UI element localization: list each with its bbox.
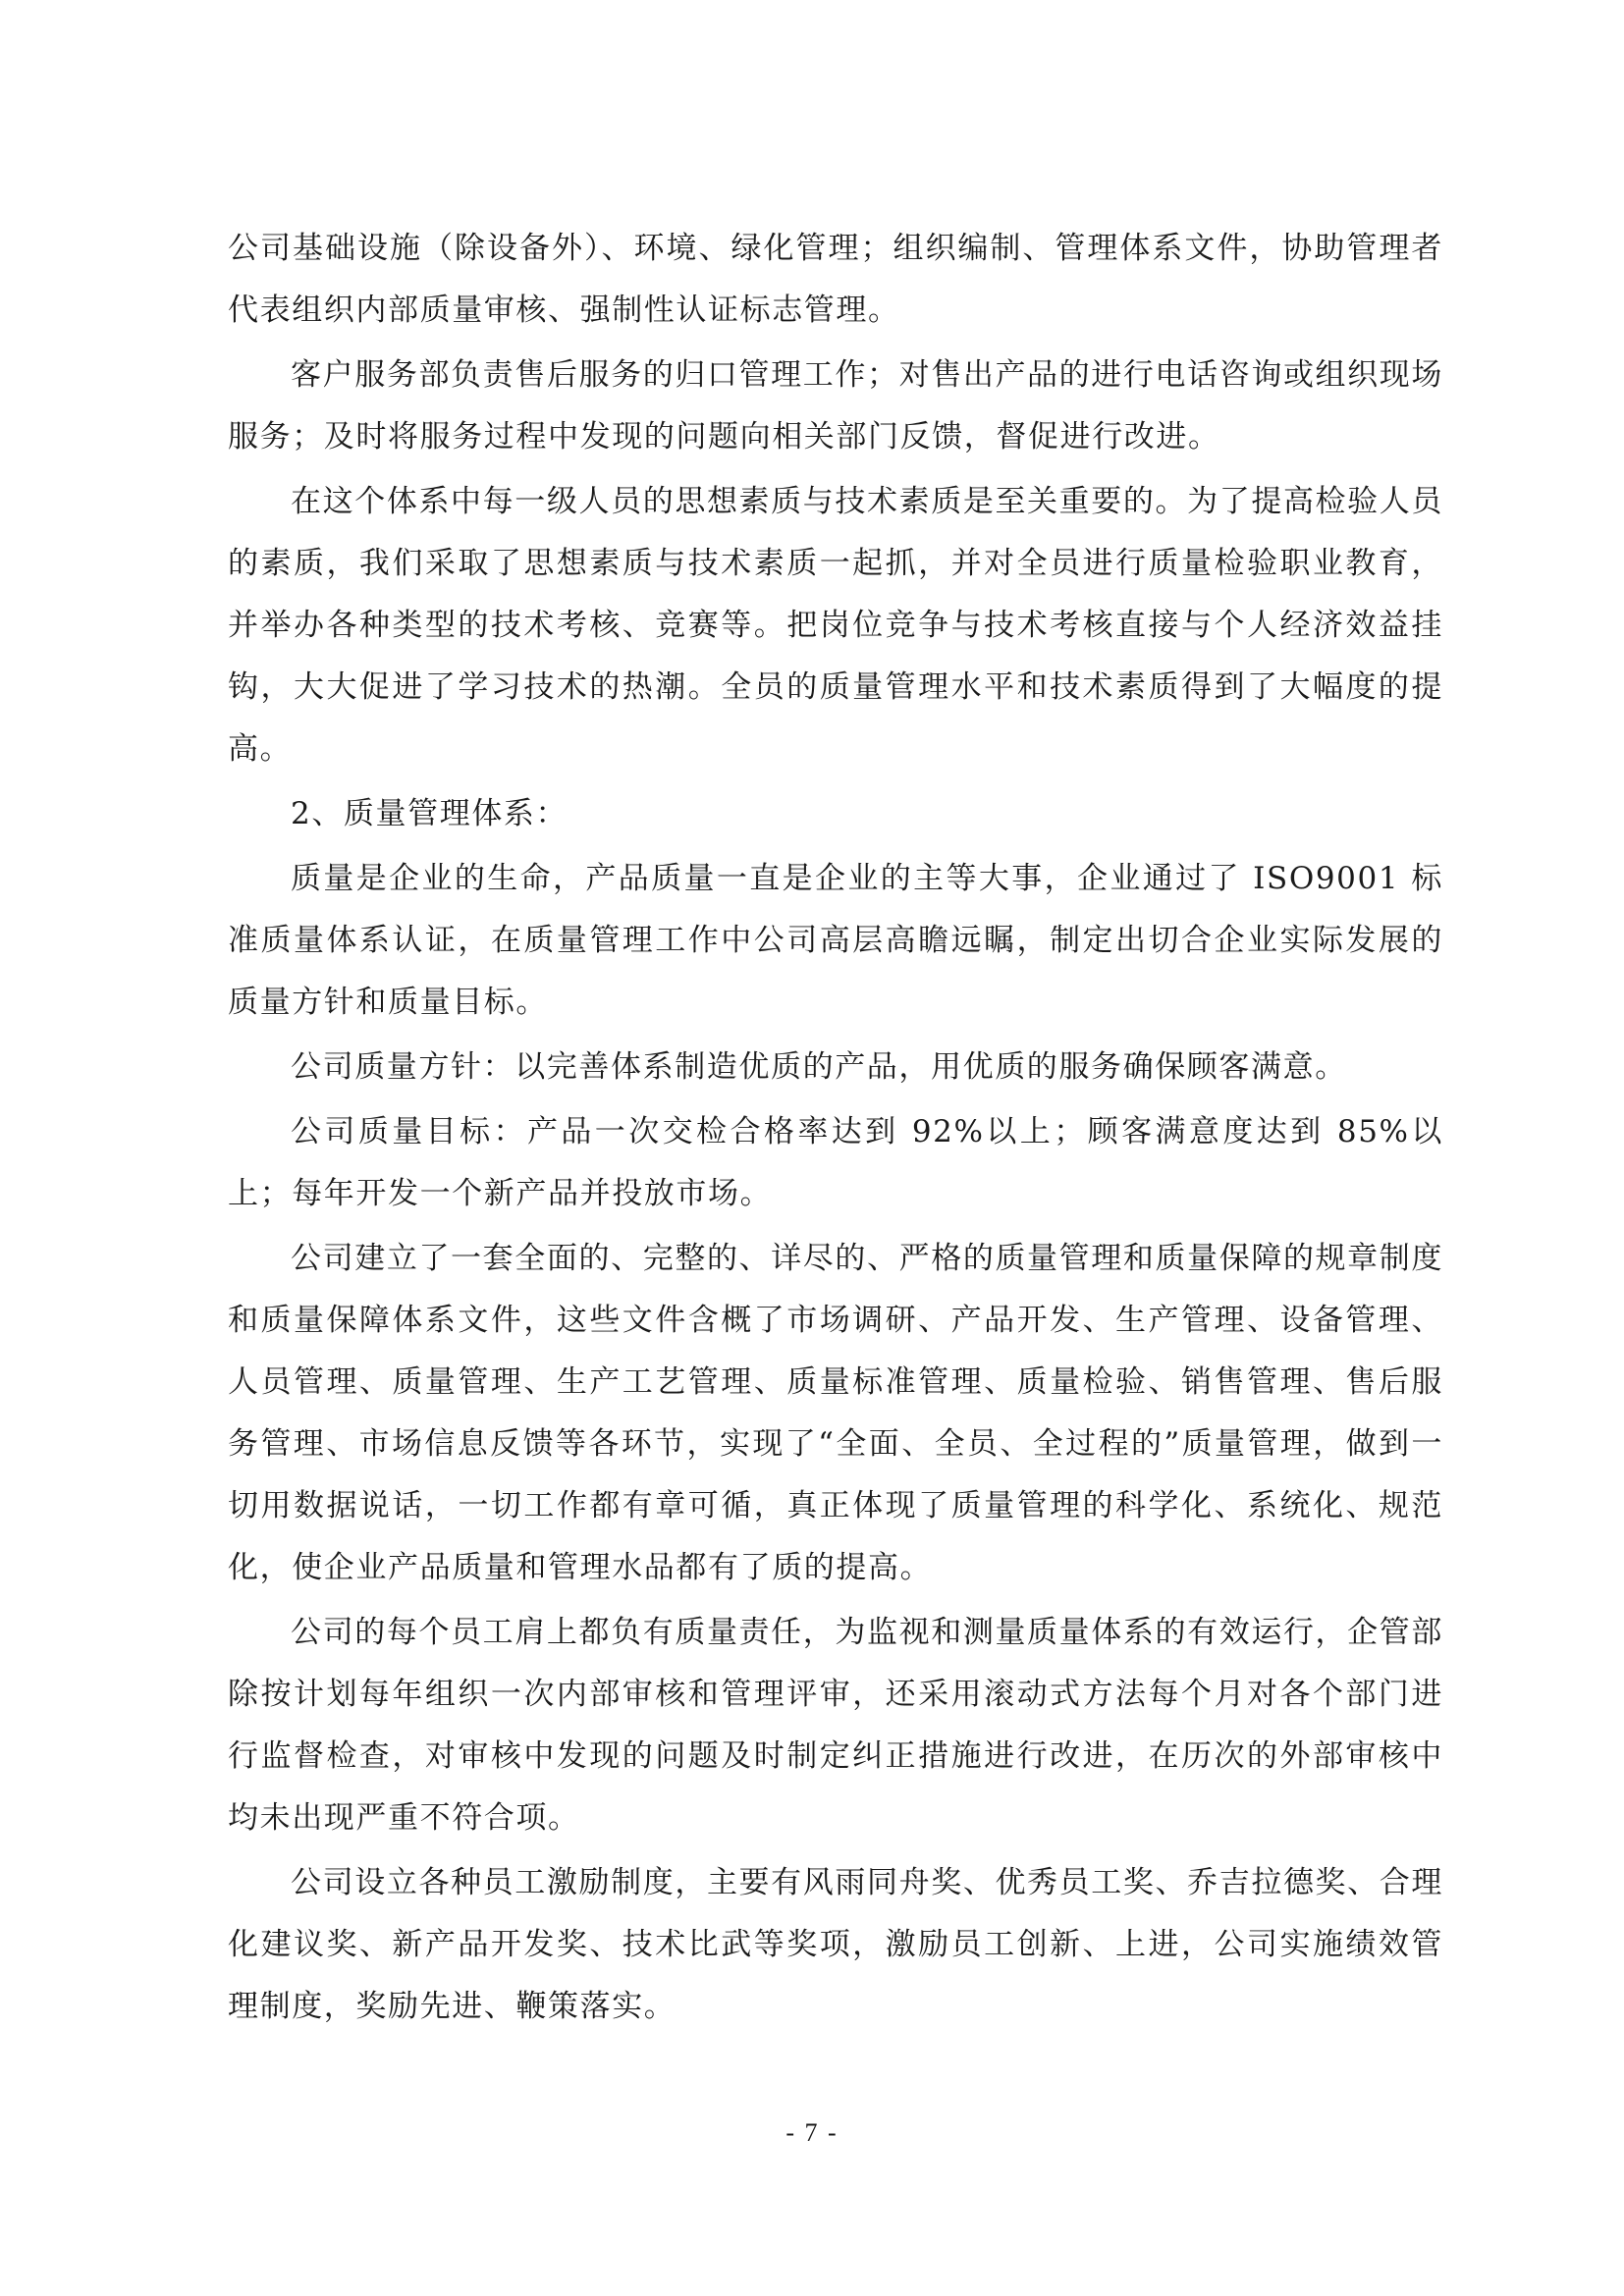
page-number: - 7 - bbox=[785, 2118, 839, 2147]
paragraph-quality-objectives: 公司质量目标：产品一次交检合格率达到 92%以上；顾客满意度达到 85%以上；每年开发一个新产品并投放市场。 bbox=[228, 1114, 1443, 1211]
paragraph-quality-intro: 质量是企业的生命，产品质量一直是企业的主等大事，企业通过了 ISO9001 标准质量体系认证，在质量管理工作中公司高层高瞻远瞩，制定出切合企业实际发展的质量方针和质量目标。 bbox=[228, 861, 1443, 1020]
paragraph-quality-policy: 公司质量方针：以完善体系制造优质的产品，用优质的服务确保顾客满意。 bbox=[291, 1049, 1347, 1085]
paragraph-incentives: 公司设立各种员工激励制度，主要有风雨同舟奖、优秀员工奖、乔吉拉德奖、合理化建议奖、新产品开发奖、技术比武等奖项，激励员工创新、上进，公司实施绩效管理制度，奖励先进、鞭策落实。 bbox=[228, 1865, 1443, 2024]
paragraph-staff-quality: 在这个体系中每一级人员的思想素质与技术素质是至关重要的。为了提高检验人员的素质，我们采取了思想素质与技术素质一起抓，并对全员进行质量检验职业教育，并举办各种类型的技术考核、竞赛等。把岗位竞争与技术考核直接与个人经济效益挂钩，大大促进了学习技术的热潮。全员的质量管理水平和技术素质得到了大幅度的提高。 bbox=[228, 484, 1443, 767]
paragraph-customer-service: 客户服务部负责售后服务的归口管理工作；对售出产品的进行电话咨询或组织现场服务；及时将服务过程中发现的问题向相关部门反馈，督促进行改进。 bbox=[228, 357, 1443, 454]
paragraph-infrastructure: 公司基础设施（除设备外）、环境、绿化管理；组织编制、管理体系文件，协助管理者代表组织内部质量审核、强制性认证标志管理。 bbox=[228, 231, 1443, 328]
paragraph-responsibility: 公司的每个员工肩上都负有质量责任，为监视和测量质量体系的有效运行，企管部除按计划每年组织一次内部审核和管理评审，还采用滚动式方法每个月对各个部门进行监督检查，对审核中发现的问题及时制定纠正措施进行改进，在历次的外部审核中均未出现严重不符合项。 bbox=[228, 1615, 1443, 1836]
section-heading-quality-system: 2、质量管理体系： bbox=[291, 796, 568, 831]
document-body bbox=[228, 218, 1443, 2041]
paragraph-regulations: 公司建立了一套全面的、完整的、详尽的、严格的质量管理和质量保障的规章制度和质量保障体系文件，这些文件含概了市场调研、产品开发、生产管理、设备管理、人员管理、质量管理、生产工艺管理、质量标准管理、质量检验、销售管理、售后服务管理、市场信息反馈等各环节，实现了“全面、全员、全过程的”质量管理，做到一切用数据说话，一切工作都有章可循，真正体现了质量管理的科学化、系统化、规范化，使企业产品质量和管理水品都有了质的提高。 bbox=[228, 1241, 1443, 1585]
